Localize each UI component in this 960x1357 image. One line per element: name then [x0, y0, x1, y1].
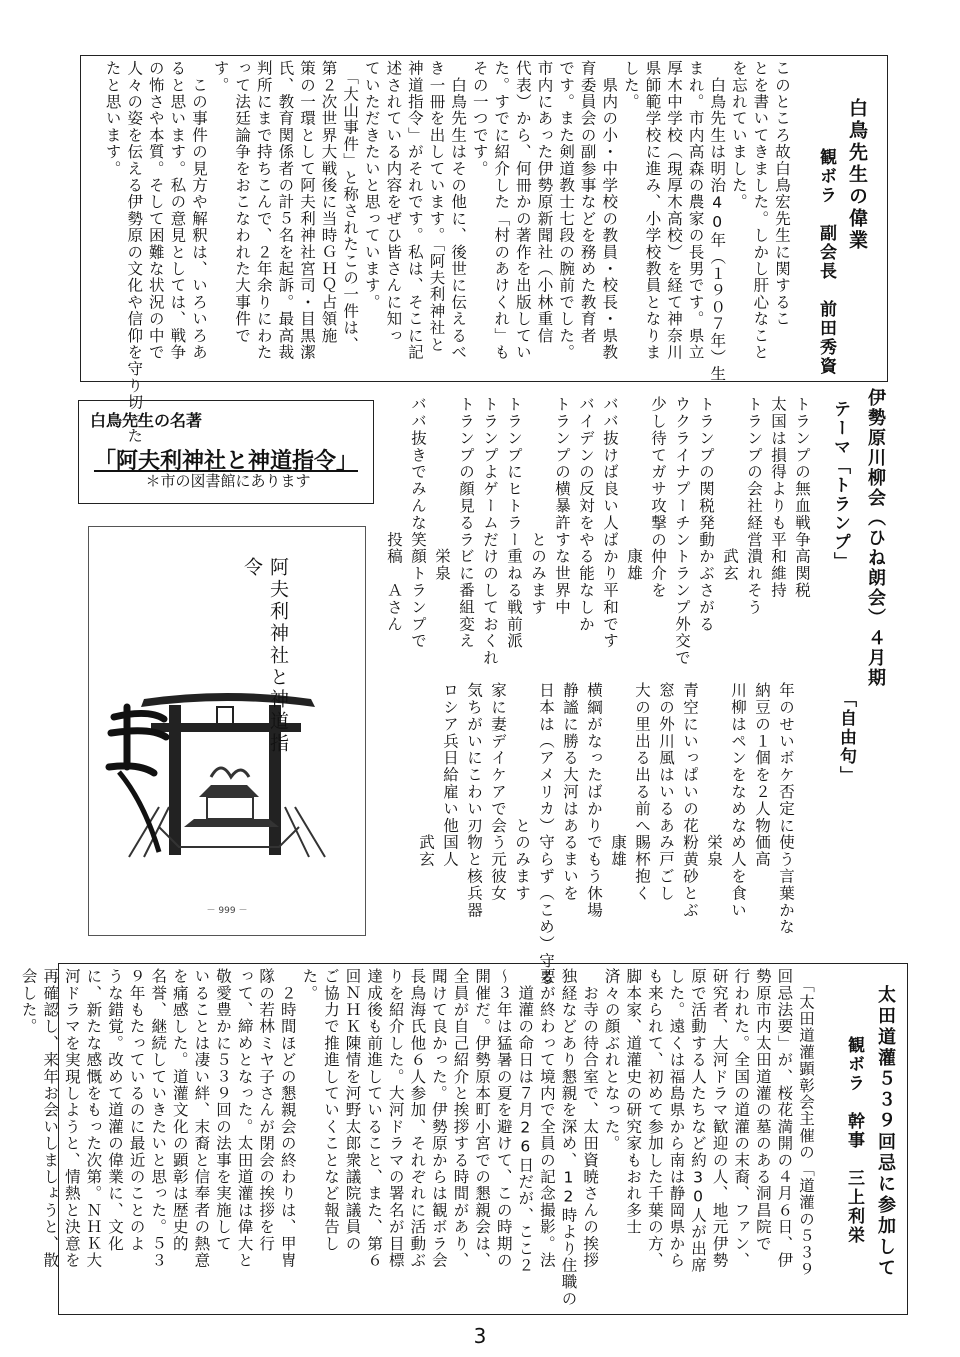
book-cover-footer: － 999 －	[206, 906, 248, 916]
article-shiratori-byline: 観ボラ 副会長 前田秀資	[816, 148, 836, 376]
book-highlight-label: 白鳥先生の名著	[90, 411, 203, 430]
article-shiratori-title: 白鳥先生の偉業	[846, 98, 868, 252]
book-cover	[88, 526, 366, 936]
page-number: 3	[473, 1324, 487, 1348]
senryu-theme-poems: トランプの無血戦争高関税 太国は損得よりも平和維持 トランプの会社経営潰れそう 武玄 トランプの関税発動かぶさがる ウクライナプーチントランプ外交で 少し待てガサ攻撃の仲介を 康雄 ババ抜けば良い人ばかり平和です バイデンの反対をやる能なしか トランプの横暴許すな世界中 とのみます トランプにヒトラー重ねる戦前派 トランプよゲームだけのしておくれ トランプの顔見るラビに番組変え 栄泉 ババ抜きでみんな笑顔トランプで 投稿 Ａさん	[385, 396, 811, 667]
article-dokan-byline: 観ボラ 幹事 三上利栄	[844, 1036, 864, 1245]
book-highlight-title: 「阿夫利神社と神道指令」	[93, 449, 358, 474]
book-highlight-note: ＊市の図書館にあります	[145, 472, 311, 490]
senryu-free-title: 「自由句」	[836, 690, 856, 785]
article-dokan-title: 太田道灌５３９回忌に参加して	[875, 985, 896, 1279]
article-dokan-body: 「太田道灌顕彰会主催の「道灌の５３９ 回忌法要」が、桜花満開の４月６日、伊 勢原市内太田道灌の墓のある洞昌院で 行われた。全国の道灌の末裔、ファン、 研究者、大河ドラマ歓迎の人、地元伊勢 原で活動する人たちなど約30人が出席 した。遠くは福島県から南は静岡県から も来られて、初めて参加した千葉の方、 脚本家、道灌史の研究家もおれ多士 済々の顔ぶれとなった。 お寺の待合室で、太田資暁さんの挨拶 独経などあり懇親を深め、12時より住職の 要が終わって境内で全員の記念撮影。法 道灌の命日は７月26日だが、ここ２ ～３年は猛暑の夏を避けて、この時期の 開催だ。伊勢原本町小宮での懇親会は、 全員が自己紹介と挨拶する時間があり、 聞けて良かった。伊勢原からは観ボラ会 長鳥海氏他６人参加、それぞれに活動ぶ りを紹介した。大河ドラマの署名が目標 達成後も前進していること、また、第６ 回ＮＨＫ陳情を河野太郎衆議院議員の ご協力で推進していくことなど報告し た。 ２時間ほどの懇親会の終わりは、甲冑 隊の若林ミヤ子さんが閉会の挨拶を行 って、締めとなった。太田道灌は偉大と 敬愛豊かに５３９回の法事を実施して いることは凄い絆、末裔と信奉者の熱意 を痛感した。道灌文化の顕彰は歴史的 名誉、継続していきたいと思った。５３ ９年もたっているのに最近のことのよ うな錯覚。改めて道灌の偉業に、文化 に、新たな感慨をもった次第。ＮＨＫ大 河ドラマを実現しようと、情熱と決意を 再確認し、来年お会いしましょうと、散 会した。	[19, 968, 815, 1307]
article-shiratori-body: このところ故白鳥宏先生に関するこ とを書いてきました。しかし肝心なこと を忘れていました。 白鳥先生は明治40年（１９０７年）生 まれ。市内高森の農家の長男です。県立 厚木中学校（現厚木高校）を経て神奈川 県師範学校に進み、小学校教員となりま した。 県内の小・中学校の教員・校長・県教 育委員会の副参事などを務めた教育者 です。また剣道教士七段の腕前でした。 市内にあった伊勢原新聞社（小林重信 代表）から、何冊かの著作を出版してい た。すでに紹介した「村のあけくれ」も その一つです。 白鳥先生はその他に、後世に伝えるべ き一冊を出しています。「阿夫利神社と 神道指令」がそれです。私は、そこに記 述されている内容をぜひ皆さんに知っ ていただきたいと思っています。 「大山事件」と称されたこの一件は、 第２次世界大戦後に当時ＧＨＱ占領施 策の一環として阿夫利神社宮司・目黒潔 氏、教育関係者の計５名を起訴。最高裁 判所にまで持ちこんで、２年余りにわた って法廷論争をおこなわれた大事件で す。 この事件の見方や解釈は、いろいろあ ると思います。私の意見としては、戦争 の怖さや本質。そして困難な状況の中で 人々の姿を伝える伊勢原の文化や信仰を守り切った たと思います。	[103, 60, 791, 445]
senryu-section-title: 伊勢原川柳会（ひね朗会）４月期	[865, 388, 886, 688]
senryu-theme: テーマ「トランプ」	[830, 400, 850, 571]
torii-illustration	[89, 527, 365, 935]
senryu-free-poems: 年のせいボケ否定に使う言葉かな 納豆の１個を２人物価高 川柳はペンをなめなめ人を食い 栄泉 青空にいっぱいの花粉黄砂とぶ 窓の外川風はいるあみ戸ごし 大の里出る出る前へ賜杯抱く 康雄 横綱がなったばかりでもう休場 静謐に勝る大河はあるまいを 日本は（アメリカ）守らず（こめ）守る とのみます 家に妻デイケアで会う元彼女 気ちがいにこわい刃物と核兵器 ロシア兵日給雇い他国人 武玄	[417, 682, 795, 987]
book-cover-title: 阿夫利神社と神道指令	[241, 557, 289, 755]
